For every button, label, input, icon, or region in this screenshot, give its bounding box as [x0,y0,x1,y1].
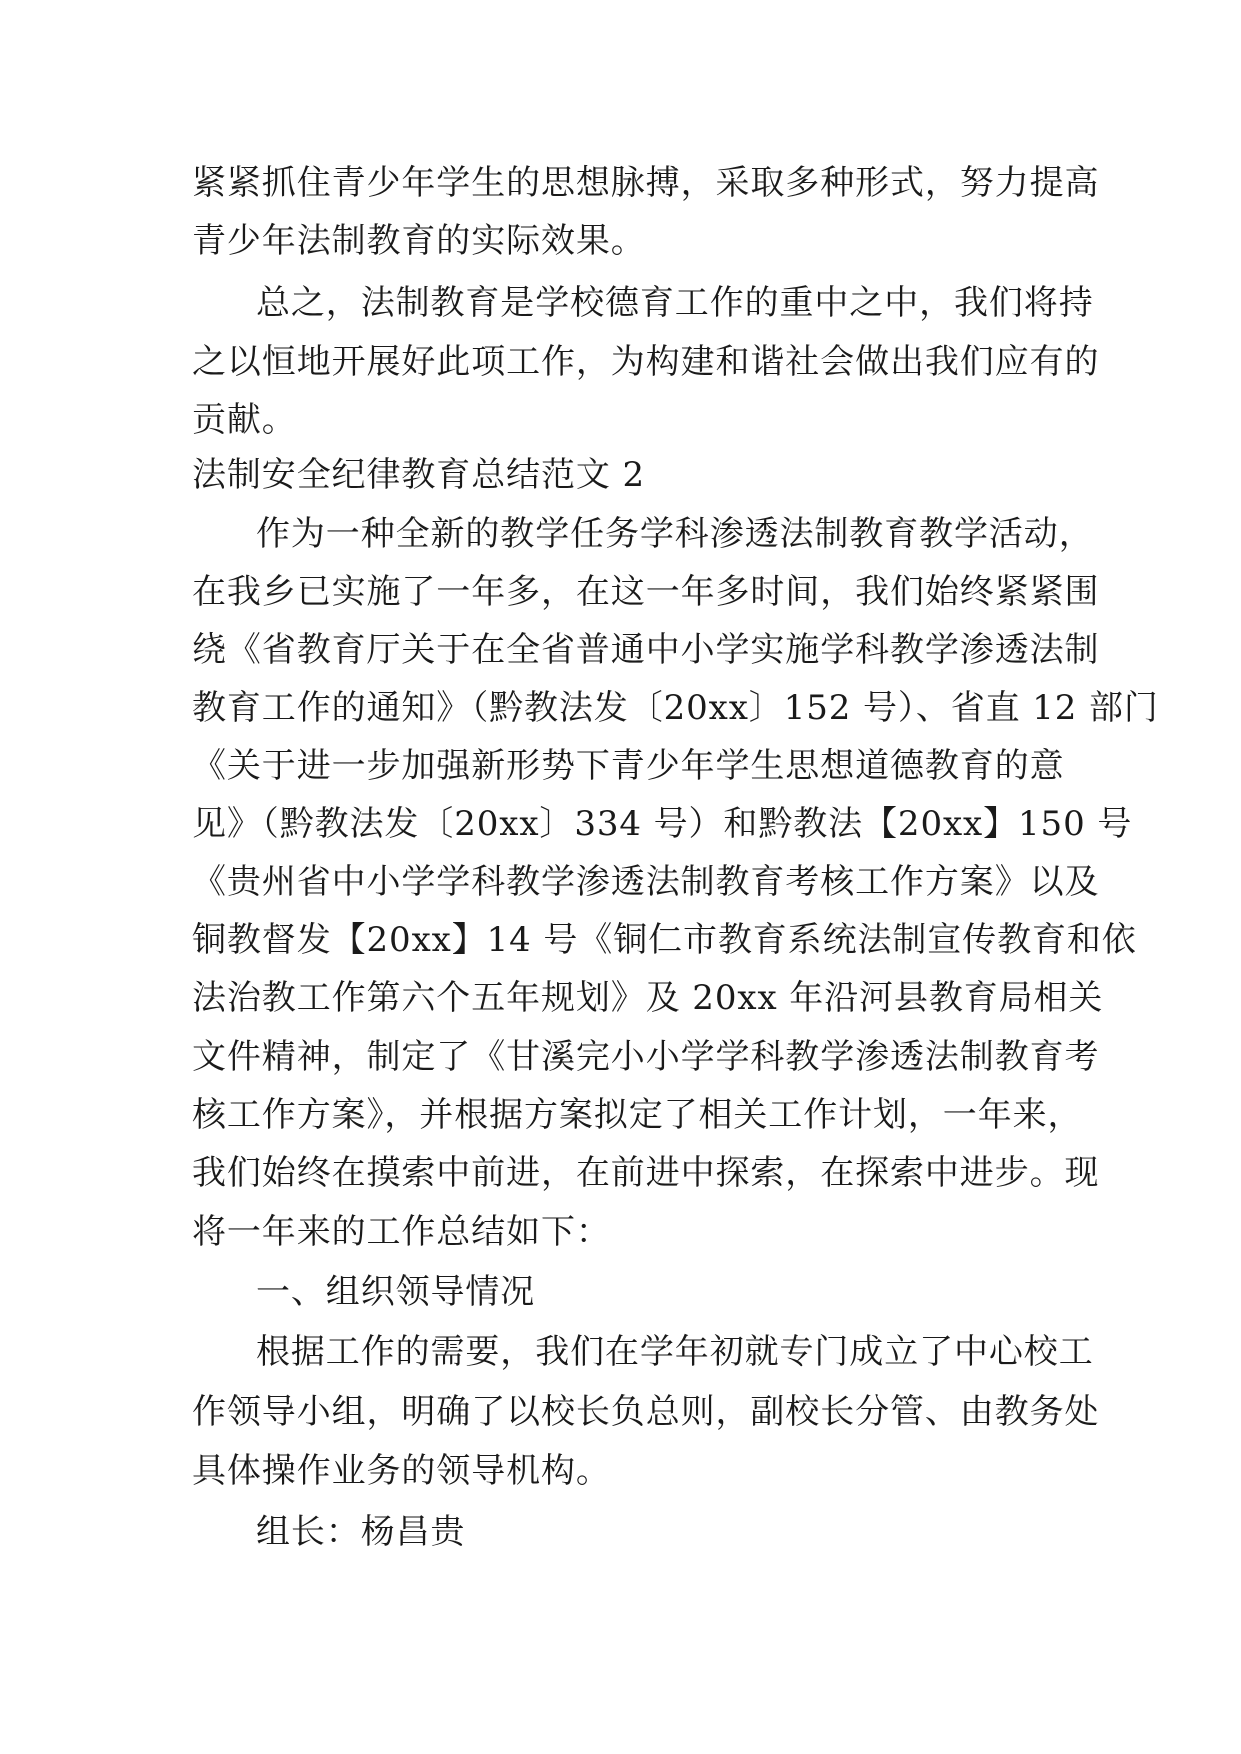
body-text-line: 组长：杨昌贵 [256,1512,466,1552]
body-text-line: 将一年来的工作总结如下： [192,1212,611,1252]
body-text-line: 根据工作的需要，我们在学年初就专门成立了中心校工 [256,1332,1094,1372]
body-text-line: 《贵州省中小学学科教学渗透法制教育考核工作方案》以及 [192,862,1100,902]
body-text-line: 贡献。 [192,400,297,440]
body-text-line: 法治教工作第六个五年规划》及 20xx 年沿河县教育局相关 [192,978,1104,1018]
body-text-line: 我们始终在摸索中前进，在前进中探索，在探索中进步。现 [192,1153,1100,1193]
body-text-line: 之以恒地开展好此项工作，为构建和谐社会做出我们应有的 [192,342,1100,382]
section-title: 法制安全纪律教育总结范文 2 [192,455,646,495]
body-text-line: 紧紧抓住青少年学生的思想脉搏，采取多种形式，努力提高 [192,163,1100,203]
body-text-line: 绕《省教育厅关于在全省普通中小学实施学科教学渗透法制 [192,630,1100,670]
body-text-line: 见》（黔教法发〔20xx〕334 号）和黔教法【20xx】150 号 [192,804,1133,844]
body-text-line: 具体操作业务的领导机构。 [192,1451,611,1491]
subsection-heading: 一、组织领导情况 [256,1272,536,1312]
body-text-line: 《关于进一步加强新形势下青少年学生思想道德教育的意 [192,746,1065,786]
body-text-line: 作领导小组，明确了以校长负总则，副校长分管、由教务处 [192,1392,1100,1432]
body-text-line: 文件精神，制定了《甘溪完小小学学科教学渗透法制教育考 [192,1037,1100,1077]
body-text-line: 青少年法制教育的实际效果。 [192,221,646,261]
body-text-line: 在我乡已实施了一年多，在这一年多时间，我们始终紧紧围 [192,572,1100,612]
body-text-line: 铜教督发【20xx】14 号《铜仁市教育系统法制宣传教育和依 [192,920,1137,960]
body-text-line: 总之，法制教育是学校德育工作的重中之中，我们将持 [256,283,1094,323]
body-text-line: 核工作方案》，并根据方案拟定了相关工作计划，一年来， [192,1095,1083,1135]
body-text-line: 作为一种全新的教学任务学科渗透法制教育教学活动， [256,514,1094,554]
body-text-line: 教育工作的通知》（黔教法发〔20xx〕152 号）、省直 12 部门 [192,688,1159,728]
